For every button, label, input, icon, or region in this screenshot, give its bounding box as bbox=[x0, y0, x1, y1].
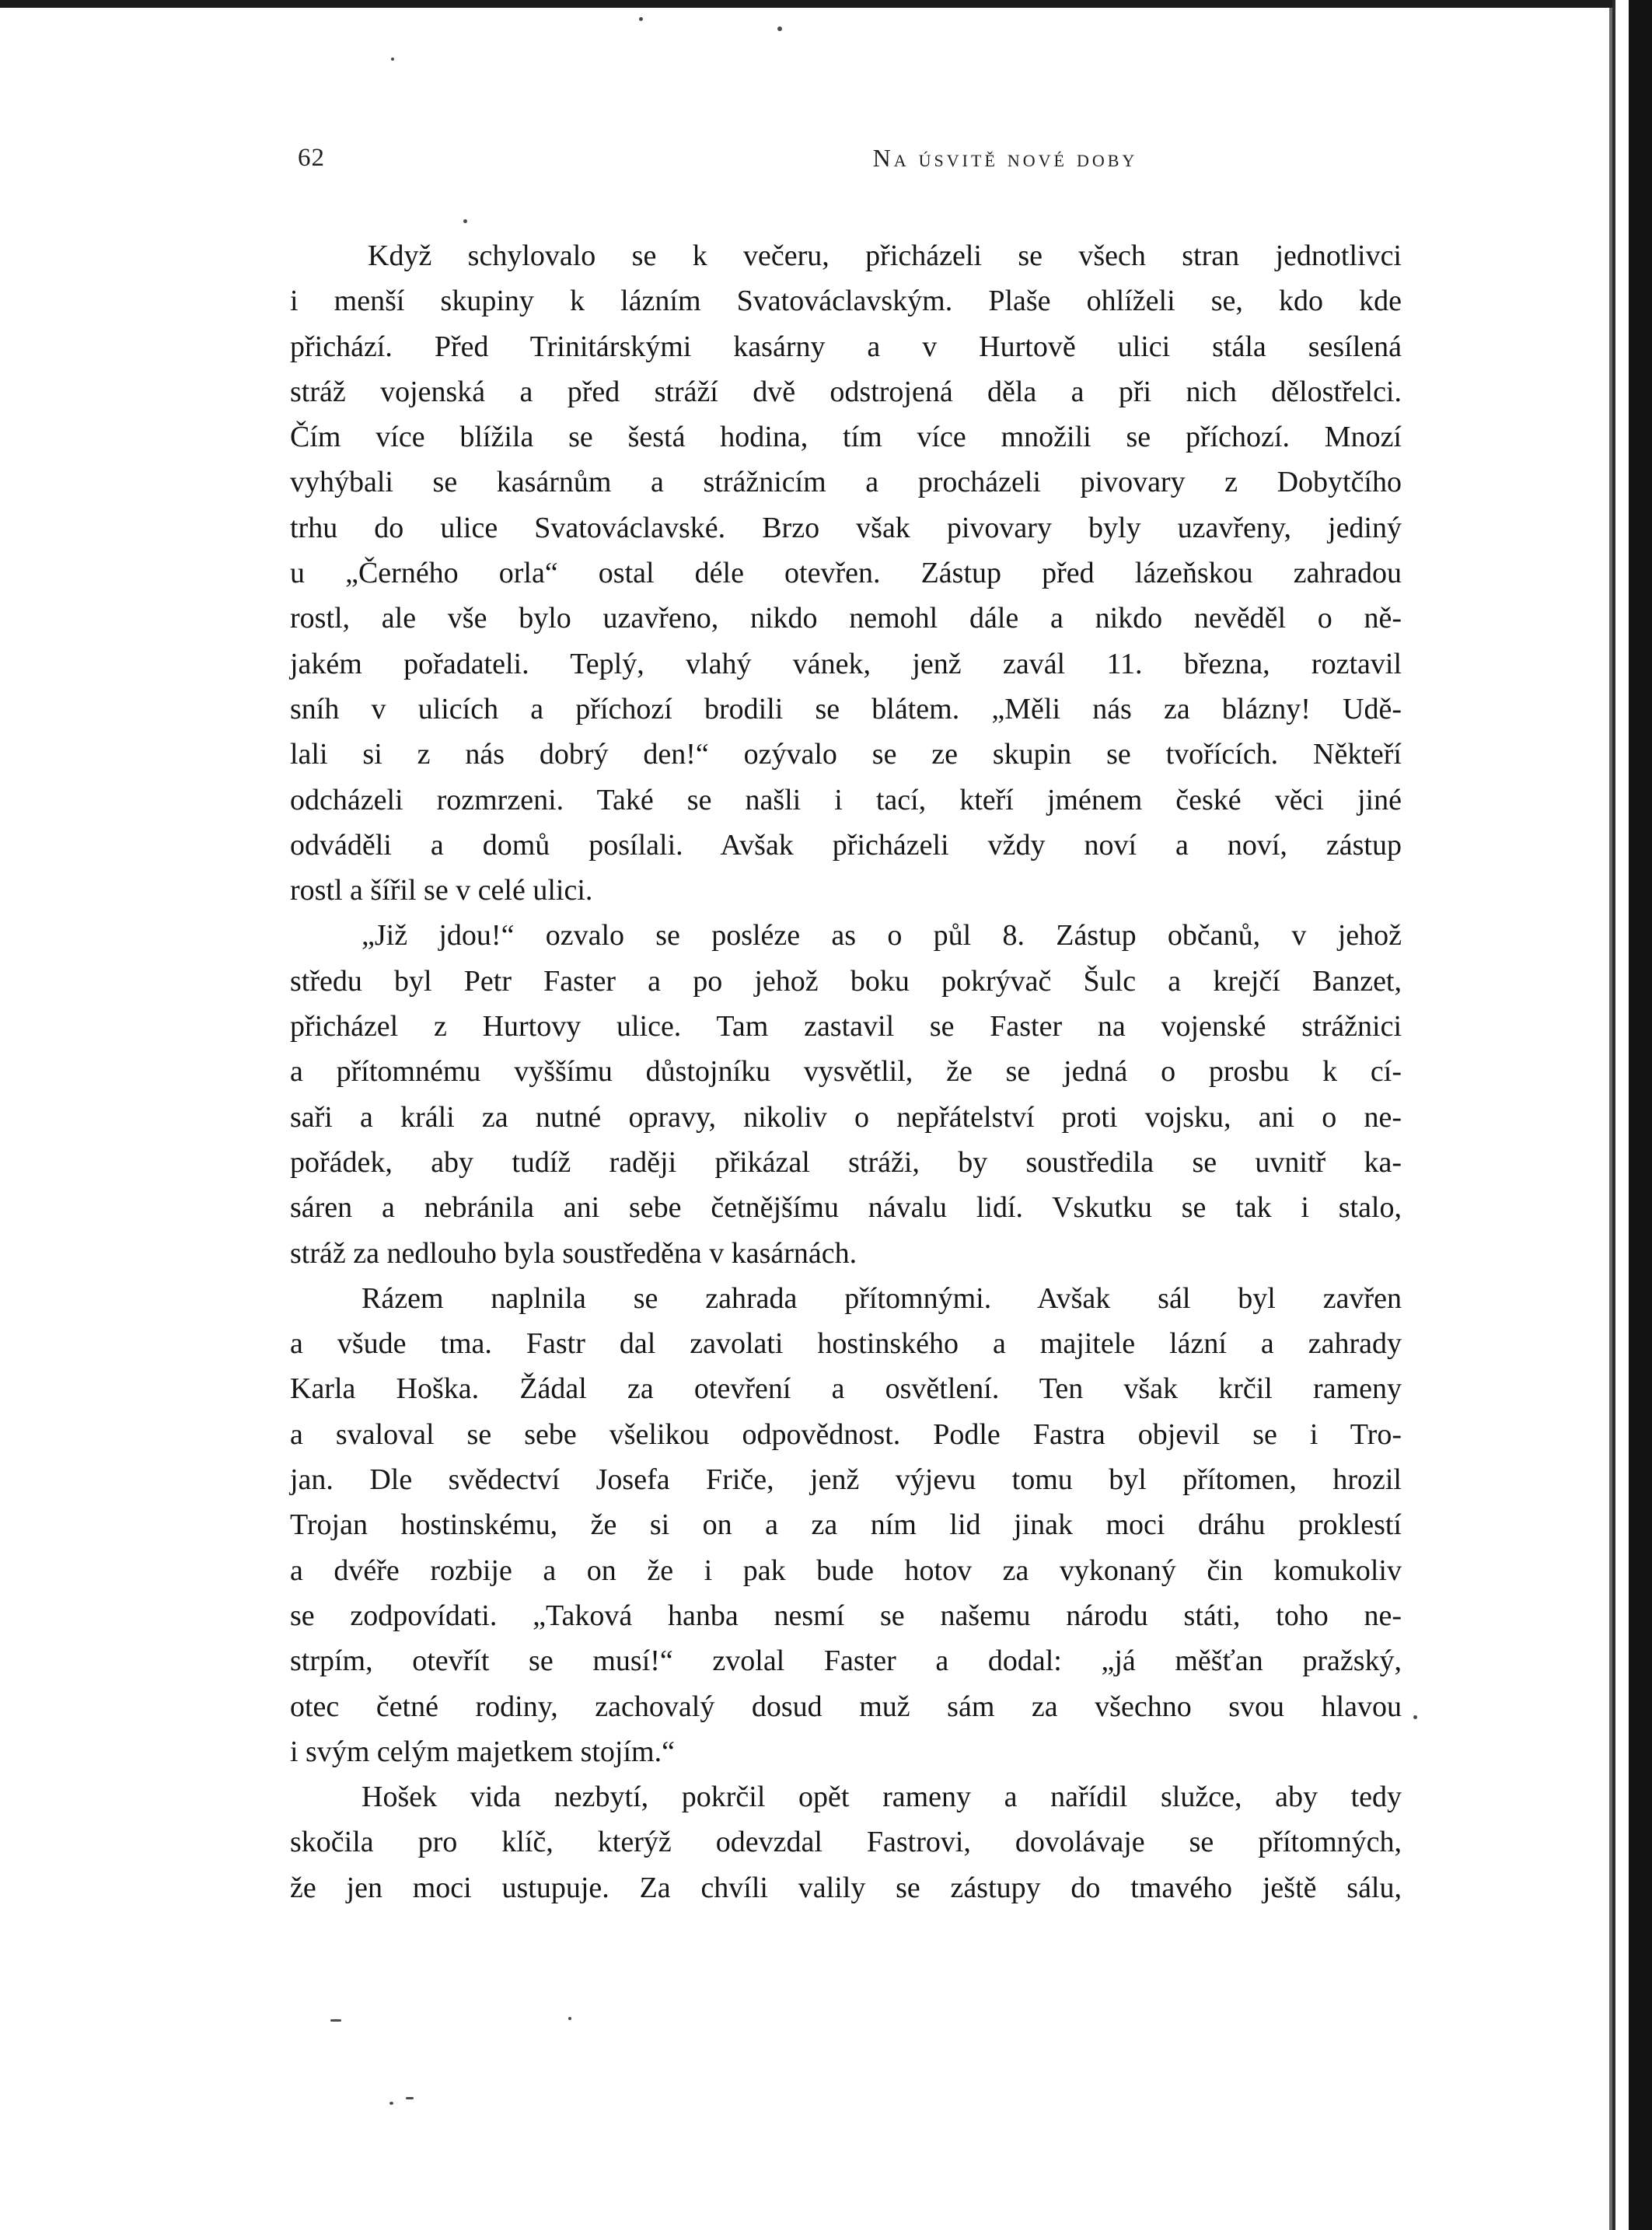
text-line: a přítomnému vyššímu důstojníku vysvětlil, že se jedná o prosbu k cí- bbox=[290, 1055, 1402, 1089]
text-line: Rázem naplnila se zahrada přítomnými. Avšak sál byl zavřen bbox=[361, 1281, 1402, 1315]
text-line: a dvéře rozbije a on že i pak bude hotov za vykonaný čin komukoliv bbox=[290, 1554, 1402, 1587]
text-line: rostl a šířil se v celé ulici. bbox=[290, 874, 593, 907]
text-line: a svaloval se sebe všelikou odpovědnost. Podle Fastra objevil se i Tro- bbox=[290, 1417, 1402, 1451]
text-line: i svým celým majetkem stojím.“ bbox=[290, 1735, 675, 1768]
text-line: strpím, otevřít se musí!“ zvolal Faster a dodal: „já měšťan pražský, bbox=[290, 1645, 1402, 1678]
page-header bbox=[298, 144, 1402, 183]
text-line: rostl, ale vše bylo uzavřeno, nikdo nemohl dále a nikdo nevěděl o ně- bbox=[290, 602, 1402, 635]
running-head: Na úsvitě nové doby bbox=[872, 144, 1138, 172]
text-line: odváděli a domů posílali. Avšak přicházeli vždy noví a noví, zástup bbox=[290, 828, 1402, 862]
scan-speck bbox=[391, 58, 394, 61]
scan-speck bbox=[406, 2097, 414, 2099]
text-line: trhu do ulice Svatováclavské. Brzo však pivovary byly uzavřeny, jediný bbox=[290, 511, 1402, 544]
text-line: středu byl Petr Faster a po jehož boku pokrývač Šulc a krejčí Banzet, bbox=[290, 964, 1402, 998]
scan-top-edge bbox=[0, 0, 1652, 8]
text-line: skočila pro klíč, kterýž odevzdal Fastrovi, dovolávaje se přítomných, bbox=[290, 1826, 1402, 1859]
scan-speck bbox=[568, 2017, 571, 2020]
text-line: i menší skupiny k lázním Svatováclavským. Plaše ohlíželi se, kdo kde bbox=[290, 285, 1402, 318]
scan-speck bbox=[1413, 1715, 1417, 1719]
text-line: sníh v ulicích a příchozí brodili se blátem. „Měli nás za blázny! Udě- bbox=[290, 692, 1402, 725]
scan-speck bbox=[639, 17, 643, 21]
text-line: přichází. Před Trinitárskými kasárny a v Hurtově ulici stála sesílená bbox=[290, 330, 1402, 363]
text-line: že jen moci ustupuje. Za chvíli valily se zástupy do tmavého ještě sálu, bbox=[290, 1871, 1402, 1904]
text-line: vyhýbali se kasárnům a strážnicím a procházeli pivovary z Dobytčího bbox=[290, 466, 1402, 499]
scan-right-margin bbox=[1612, 0, 1629, 2230]
text-line: a všude tma. Fastr dal zavolati hostinského a majitele lázní a zahrady bbox=[290, 1327, 1402, 1361]
text-line: přicházel z Hurtovy ulice. Tam zastavil se Faster na vojenské strážnici bbox=[290, 1010, 1402, 1043]
text-line: sáren a nebránila ani sebe četnějšímu návalu lidí. Vskutku se tak i stalo, bbox=[290, 1191, 1402, 1225]
scan-speck bbox=[463, 219, 467, 223]
text-line: otec četné rodiny, zachovalý dosud muž sám za všechno svou hlavou bbox=[290, 1690, 1402, 1723]
text-line: Hošek vida nezbytí, pokrčil opět rameny a nařídil služce, aby tedy bbox=[361, 1781, 1402, 1814]
text-line: jakém pořadateli. Teplý, vlahý vánek, jenž zavál 11. března, roztavil bbox=[290, 647, 1402, 680]
text-line: „Již jdou!“ ozvalo se posléze as o půl 8. Zástup občanů, v jehož bbox=[361, 919, 1402, 952]
text-line: stráž vojenská a před stráží dvě odstrojená děla a při nich dělostřelci. bbox=[290, 375, 1402, 408]
text-line: Karla Hoška. Žádal za otevření a osvětlení. Ten však krčil rameny bbox=[290, 1372, 1402, 1406]
text-line: pořádek, aby tudíž raději přikázal stráži, by soustředila se uvnitř ka- bbox=[290, 1145, 1402, 1179]
text-line: jan. Dle svědectví Josefa Friče, jenž výjevu tomu byl přítomen, hrozil bbox=[290, 1463, 1402, 1497]
body-text bbox=[290, 233, 1402, 1910]
scan-speck bbox=[777, 26, 782, 31]
scan-speck bbox=[330, 2019, 341, 2022]
text-line: saři a králi za nutné opravy, nikoliv o nepřátelství proti vojsku, ani o ne- bbox=[290, 1100, 1402, 1134]
text-line: stráž za nedlouho byla soustředěna v kasárnách. bbox=[290, 1236, 857, 1270]
text-line: Když schylovalo se k večeru, přicházeli se všech stran jednotlivci bbox=[368, 239, 1402, 272]
text-line: odcházeli rozmrzeni. Také se našli i tací, kteří jménem české věci jiné bbox=[290, 783, 1402, 816]
text-line: se zodpovídati. „Taková hanba nesmí se našemu národu státi, toho ne- bbox=[290, 1599, 1402, 1632]
text-line: u „Černého orla“ ostal déle otevřen. Zástup před lázeňskou zahradou bbox=[290, 557, 1402, 590]
text-line: Trojan hostinskému, že si on a za ním lid jinak moci dráhu proklestí bbox=[290, 1508, 1402, 1542]
page-number: 62 bbox=[298, 144, 325, 172]
scan-speck bbox=[389, 2102, 393, 2105]
scan-right-edge bbox=[1629, 0, 1652, 2230]
text-line: lali si z nás dobrý den!“ ozývalo se ze skupin se tvořících. Někteří bbox=[290, 738, 1402, 771]
text-line: Čím více blížila se šestá hodina, tím více množili se příchozí. Mnozí bbox=[290, 421, 1402, 454]
